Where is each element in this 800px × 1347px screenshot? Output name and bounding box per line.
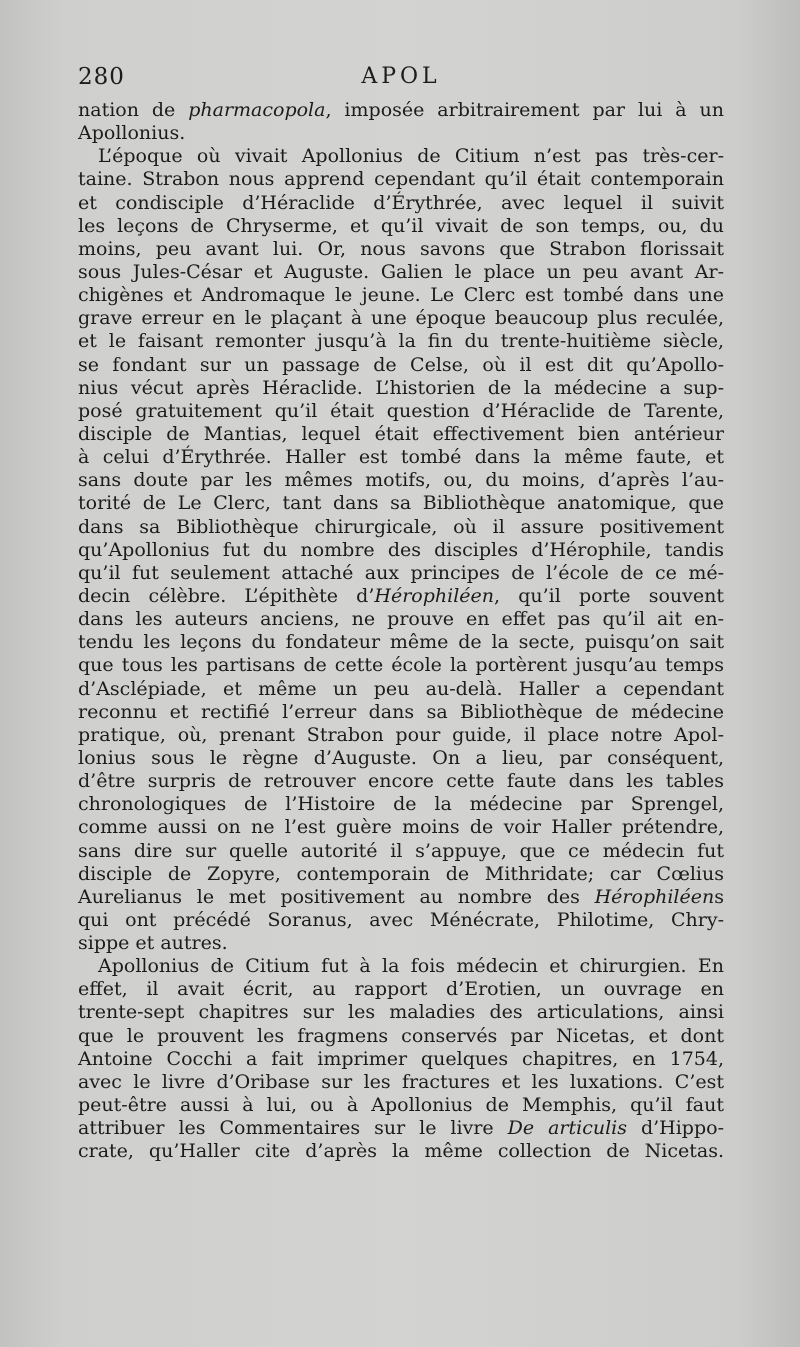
text-line: peut-être aussi à lui, ou à Apollonius de Memphis, qu’il faut — [78, 1094, 724, 1117]
text-line: à celui d’Érythrée. Haller est tombé dans la même faute, et — [78, 446, 724, 469]
body-text — [78, 99, 724, 1163]
text-line: que le prouvent les fragmens conservés par Nicetas, et dont — [78, 1024, 724, 1047]
text-line: sippe et autres. — [78, 932, 228, 955]
text-line: d’être surpris de retrouver encore cette faute dans les tables — [78, 770, 724, 793]
text-line: decin célèbre. L’épithète d’Hérophiléen, qu’il porte souvent — [78, 584, 724, 607]
page-header — [78, 64, 724, 94]
text-line: dans les auteurs anciens, ne prouve en effet pas qu’il ait en- — [78, 608, 724, 631]
text-line: chigènes et Andromaque le jeune. Le Clerc est tombé dans une — [78, 284, 724, 307]
text-line: qu’Apollonius fut du nombre des disciples d’Hérophile, tandis — [78, 538, 724, 561]
text-line: Aurelianus le met positivement au nombre des Hérophiléens — [78, 885, 724, 908]
text-line: Apollonius. — [78, 122, 186, 145]
text-line: trente-sept chapitres sur les maladies des articulations, ainsi — [78, 1001, 724, 1024]
page-number: 280 — [78, 64, 125, 90]
text-line: disciple de Zopyre, contemporain de Mithridate; car Cœlius — [78, 862, 724, 885]
text-line: sans dire sur quelle autorité il s’appuye, que ce médecin fut — [78, 839, 724, 862]
text-line: que tous les partisans de cette école la portèrent jusqu’au temps — [78, 654, 724, 677]
text-line: reconnu et rectifié l’erreur dans sa Bibliothèque de médecine — [78, 700, 724, 723]
text-line: effet, il avait écrit, au rapport d’Erotien, un ouvrage en — [78, 978, 724, 1001]
text-line: dans sa Bibliothèque chirurgicale, où il assure positivement — [78, 515, 724, 538]
text-line: attribuer les Commentaires sur le livre De articulis d’Hippo- — [78, 1117, 724, 1140]
text-line: et le faisant remonter jusqu’à la fin du trente-huitième siècle, — [78, 330, 724, 353]
text-line: Apollonius de Citium fut à la fois médecin et chirurgien. En — [98, 955, 724, 978]
text-line: disciple de Mantias, lequel était effectivement bien antérieur — [78, 422, 724, 445]
text-line: et condisciple d’Héraclide d’Érythrée, avec lequel il suivit — [78, 191, 724, 214]
text-line: Antoine Cocchi a fait imprimer quelques chapitres, en 1754, — [78, 1047, 724, 1070]
text-line: nation de pharmacopola, imposée arbitrairement par lui à un — [78, 99, 724, 121]
text-line: torité de Le Clerc, tant dans sa Bibliothèque anatomique, que — [78, 492, 724, 515]
text-line: grave erreur en le plaçant à une époque beaucoup plus reculée, — [78, 307, 724, 330]
text-line: moins, peu avant lui. Or, nous savons que Strabon florissait — [78, 237, 724, 260]
text-line: qui ont précédé Soranus, avec Ménécrate, Philotime, Chry- — [78, 908, 724, 931]
text-line: avec le livre d’Oribase sur les fractures et les luxations. C’est — [78, 1070, 724, 1093]
text-line: posé gratuitement qu’il était question d’Héraclide de Tarente, — [78, 399, 724, 422]
text-line: se fondant sur un passage de Celse, où il est dit qu’Apollo- — [78, 353, 724, 376]
text-line: d’Asclépiade, et même un peu au-delà. Haller a cependant — [78, 677, 724, 700]
text-line: comme aussi on ne l’est guère moins de voir Haller prétendre, — [78, 816, 724, 839]
text-line: nius vécut après Héraclide. L’historien de la médecine a sup- — [78, 376, 724, 399]
text-line: les leçons de Chryserme, et qu’il vivait de son temps, ou, du — [78, 214, 724, 237]
text-line: L’époque où vivait Apollonius de Citium n’est pas très-cer- — [98, 145, 724, 168]
text-line: crate, qu’Haller cite d’après la même collection de Nicetas. — [78, 1140, 724, 1163]
text-line: chronologiques de l’Histoire de la médecine par Sprengel, — [78, 793, 724, 816]
text-line: sans doute par les mêmes motifs, ou, du moins, d’après l’au- — [78, 469, 724, 492]
text-line: taine. Strabon nous apprend cependant qu’il était contemporain — [78, 168, 724, 191]
text-line: tendu les leçons du fondateur même de la secte, puisqu’on sait — [78, 631, 724, 654]
text-line: pratique, où, prenant Strabon pour guide, il place notre Apol- — [78, 723, 724, 746]
text-line: qu’il fut seulement attaché aux principes de l’école de ce mé- — [78, 561, 724, 584]
running-head: APOL — [361, 64, 441, 89]
text-line: lonius sous le règne d’Auguste. On a lieu, par conséquent, — [78, 746, 724, 769]
text-line: sous Jules-César et Auguste. Galien le place un peu avant Ar- — [78, 260, 724, 283]
